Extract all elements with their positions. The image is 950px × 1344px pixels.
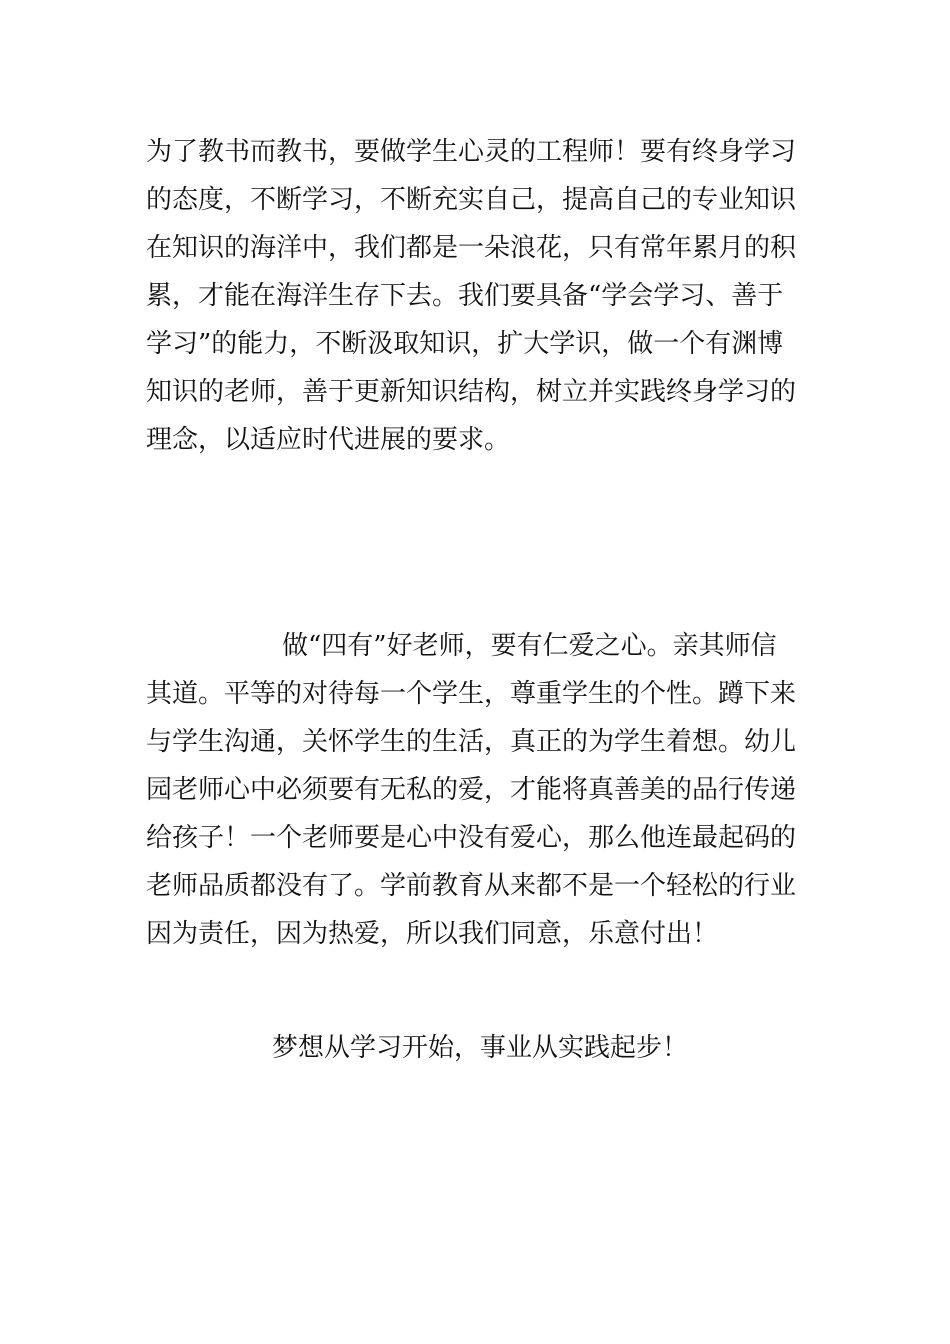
paragraph-line: 老师品质都没有了。学前教育从来都不是一个轻松的行业 [146, 871, 797, 901]
paragraph-line: 为了教书而教书，要做学生心灵的工程师！要有终身学习 [146, 137, 797, 167]
paragraph-line: 理念，以适应时代进展的要求。 [146, 425, 511, 455]
paragraph-line: 给孩子！一个老师要是心中没有爱心，那么他连最起码的 [146, 823, 797, 853]
paragraph-line: 园老师心中必须要有无私的爱，才能将真善美的品行传递 [146, 775, 797, 805]
paragraph-line: 学习”的能力，不断汲取知识，扩大学识，做一个有渊博 [146, 329, 784, 359]
paragraph-caring-teacher [146, 622, 826, 958]
paragraph-line: 在知识的海洋中，我们都是一朵浪花，只有常年累月的积 [146, 233, 797, 263]
paragraph-line: 的态度，不断学习，不断充实自己，提高自己的专业知识 [146, 185, 797, 215]
paragraph-line: 做“四有”好老师，要有仁爱之心。亲其师信 [282, 631, 777, 661]
paragraph-line: 与学生沟通，关怀学生的生活，真正的为学生着想。幼儿 [146, 727, 797, 757]
paragraph-line: 其道。平等的对待每一个学生，尊重学生的个性。蹲下来 [146, 679, 797, 709]
paragraph-line: 因为责任，因为热爱，所以我们同意，乐意付出！ [146, 919, 719, 949]
closing-slogan: 梦想从学习开始，事业从实践起步！ [272, 1033, 689, 1063]
paragraph-line: 知识的老师，善于更新知识结构，树立并实践终身学习的 [146, 377, 797, 407]
paragraph-lifelong-learning [146, 128, 826, 464]
paragraph-line: 累，才能在海洋生存下去。我们要具备“学会学习、善于 [146, 281, 784, 311]
